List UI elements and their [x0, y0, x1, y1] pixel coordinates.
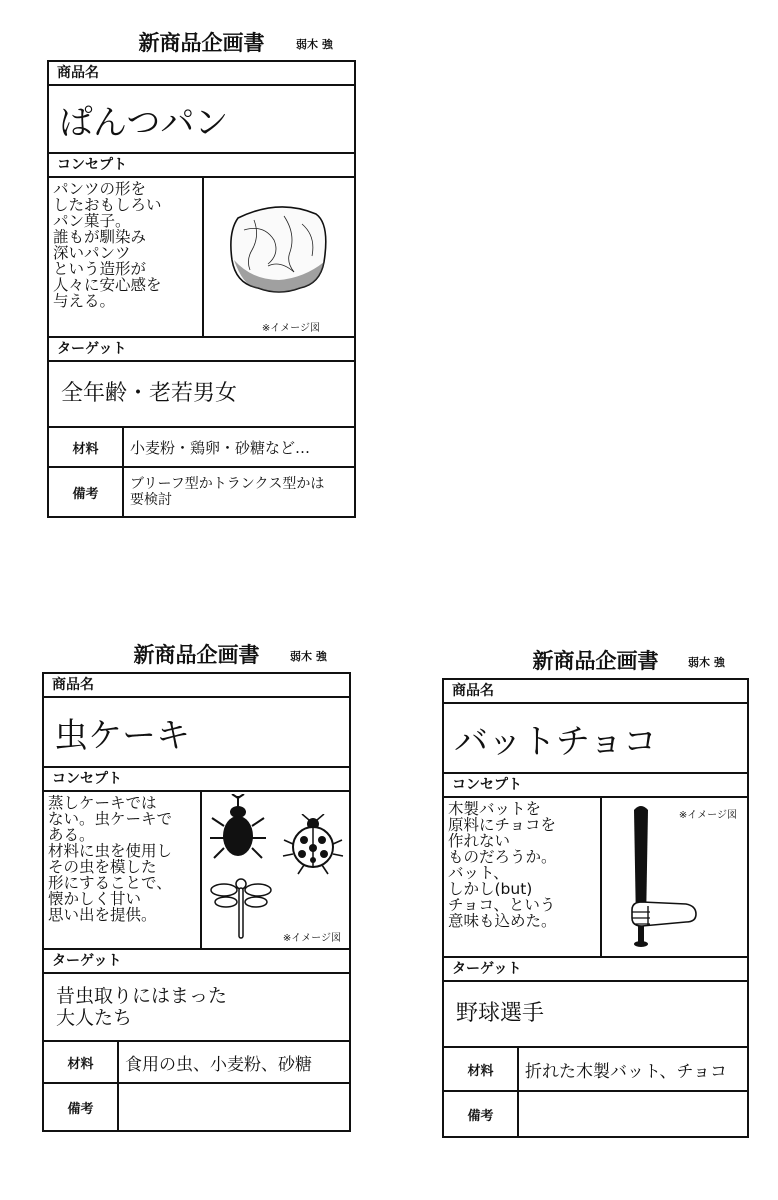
- materials-label: 材料: [44, 1042, 119, 1082]
- materials-row: [49, 428, 354, 468]
- target-value: 昔虫取りにはまった 大人たち: [44, 974, 349, 1042]
- concept-row: [49, 178, 354, 338]
- planning-sheet-pants-bread: [47, 28, 356, 518]
- beetle-icon: [208, 794, 268, 862]
- concept-row: [444, 798, 747, 958]
- product-name-label: 商品名: [49, 62, 354, 86]
- concept-row: [44, 792, 349, 950]
- bat-in-hand-icon: [626, 802, 706, 952]
- form-table: [442, 678, 749, 1138]
- remarks-value: [519, 1092, 747, 1136]
- sheet-author: 弱木 強: [296, 38, 333, 51]
- planning-sheet-bug-cake: [42, 640, 351, 1132]
- target-value: 野球選手: [444, 982, 747, 1048]
- materials-row: [444, 1048, 747, 1092]
- product-name-value: 虫ケーキ: [44, 698, 349, 768]
- bread-panties-icon: [224, 200, 334, 300]
- remarks-label: 備考: [49, 468, 124, 516]
- concept-text: 蒸しケーキでは ない。虫ケーキで ある。 材料に虫を使用し その虫を模した 形にすることで、 懐かしく甘い 思い出を提供。: [44, 792, 202, 948]
- product-name-value: バットチョコ: [444, 704, 747, 774]
- ladybug-icon: [282, 814, 344, 876]
- form-table: [42, 672, 351, 1132]
- remarks-row: [44, 1084, 349, 1130]
- remarks-value: ブリーフ型かトランクス型かは 要検討: [130, 476, 325, 508]
- concept-text: 木製バットを 原料にチョコを 作れない ものだろうか。 バット、 しかし(but) チョコ、という 意味も込めた。: [444, 798, 602, 956]
- concept-text: パンツの形を したおもしろい パン菓子。 誰もが馴染み 深いパンツ という造形が 人々に安心感を 与える。: [49, 178, 204, 336]
- remarks-row: [444, 1092, 747, 1136]
- concept-label: コンセプト: [444, 774, 747, 798]
- concept-label: コンセプト: [49, 154, 354, 178]
- materials-value: 折れた木製バット、チョコ: [525, 1061, 727, 1082]
- remarks-value: [119, 1084, 349, 1130]
- image-note: ※イメージ図: [282, 933, 341, 944]
- concept-image: [602, 798, 747, 956]
- form-table: [47, 60, 356, 518]
- image-note: ※イメージ図: [678, 810, 737, 821]
- product-name-value: ぱんつパン: [49, 86, 354, 154]
- materials-value: 小麦粉・鶏卵・砂糖など…: [130, 438, 311, 457]
- materials-row: [44, 1042, 349, 1084]
- sheet-title: 新商品企画書: [138, 31, 265, 55]
- planning-sheet-bat-choco: [442, 646, 749, 1138]
- concept-image: [204, 178, 354, 336]
- materials-value: 食用の虫、小麦粉、砂糖: [125, 1054, 312, 1075]
- sheet-title: 新商品企画書: [133, 643, 260, 667]
- materials-label: 材料: [49, 428, 124, 466]
- materials-label: 材料: [444, 1048, 519, 1090]
- remarks-row: [49, 468, 354, 516]
- remarks-label: 備考: [44, 1084, 119, 1130]
- concept-image: [202, 792, 349, 948]
- target-label: ターゲット: [49, 338, 354, 362]
- product-name-label: 商品名: [44, 674, 349, 698]
- concept-label: コンセプト: [44, 768, 349, 792]
- sheet-author: 弱木 強: [688, 656, 725, 669]
- product-name-label: 商品名: [444, 680, 747, 704]
- target-label: ターゲット: [44, 950, 349, 974]
- sheet-title: 新商品企画書: [532, 649, 659, 673]
- target-label: ターゲット: [444, 958, 747, 982]
- remarks-label: 備考: [444, 1092, 519, 1136]
- sheet-author: 弱木 強: [290, 650, 327, 663]
- target-value: 全年齢・老若男女: [49, 362, 354, 428]
- image-note: ※イメージ図: [261, 323, 320, 334]
- dragonfly-icon: [210, 878, 272, 942]
